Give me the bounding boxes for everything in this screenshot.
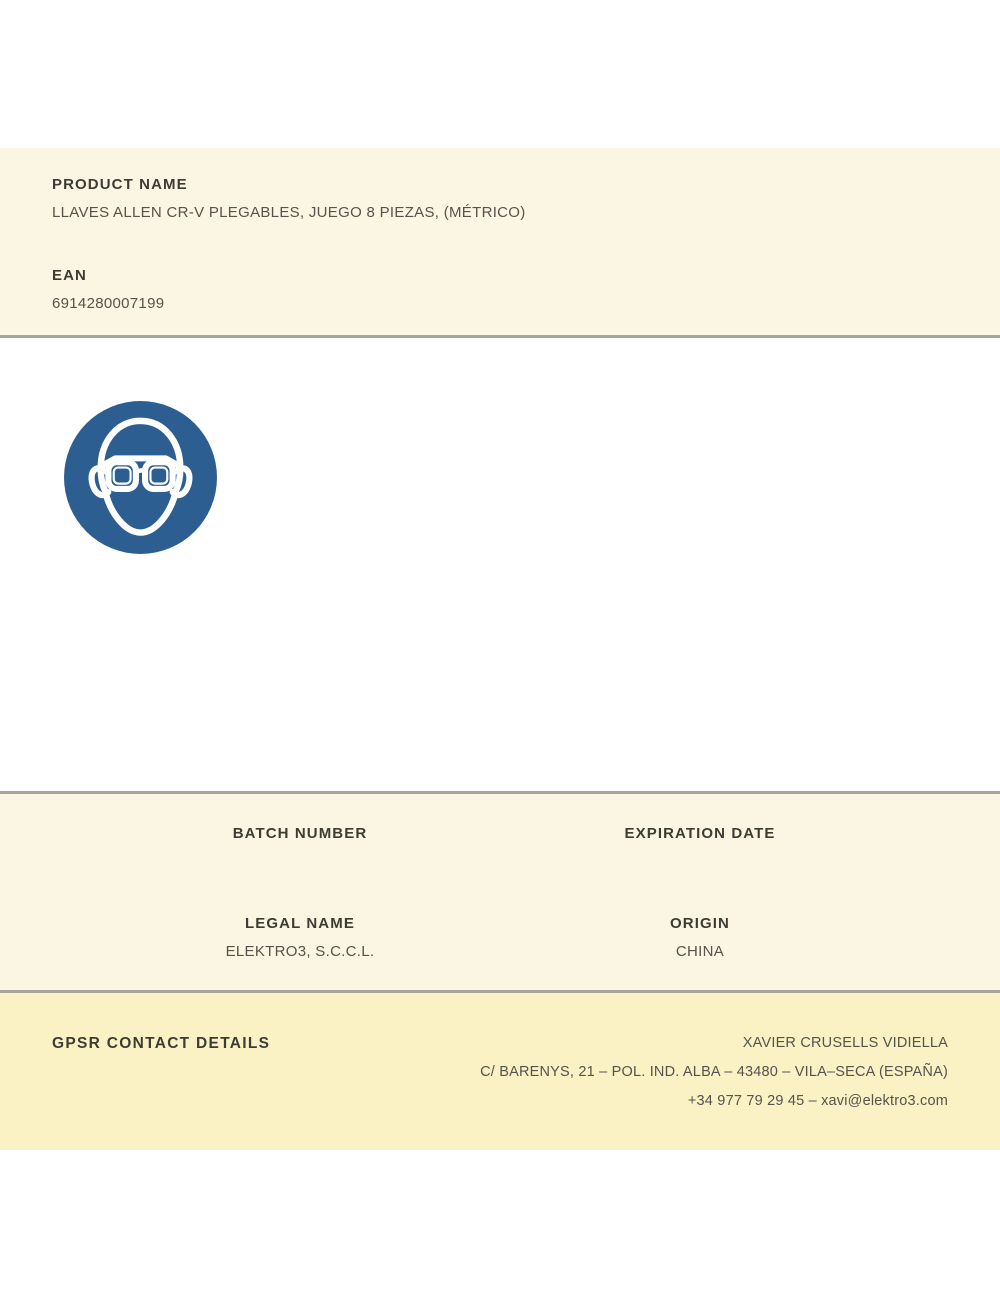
ean-value: 6914280007199 <box>52 295 165 312</box>
origin-label: ORIGIN <box>670 915 730 932</box>
batch-number-label: BATCH NUMBER <box>232 825 368 842</box>
product-info-section <box>0 148 1000 338</box>
batch-info-section <box>0 791 1000 993</box>
gpsr-contact-name: XAVIER CRUSELLS VIDIELLA <box>742 1035 948 1051</box>
legal-name-field <box>100 915 500 990</box>
gpsr-contact-phone-email: +34 977 79 29 45 – xavi@elektro3.com <box>687 1093 948 1109</box>
expiration-date-field <box>500 825 900 915</box>
gpsr-contact-section <box>0 993 1000 1150</box>
legal-name-value: ELEKTRO3, S.C.C.L. <box>225 943 375 960</box>
wear-eye-protection-icon <box>64 401 217 554</box>
origin-field <box>500 915 900 990</box>
product-name-label: PRODUCT NAME <box>52 176 188 193</box>
legal-name-label: LEGAL NAME <box>245 915 355 932</box>
expiration-date-label: EXPIRATION DATE <box>624 825 776 842</box>
gpsr-contact-label: GPSR CONTACT DETAILS <box>52 1035 271 1052</box>
gpsr-contact-address: C/ BARENYS, 21 – POL. IND. ALBA – 43480 – VILA–SECA (ESPAÑA) <box>480 1064 948 1080</box>
ean-label: EAN <box>52 267 87 284</box>
origin-value: CHINA <box>675 943 725 960</box>
gpsr-contact-details <box>480 1035 948 1122</box>
product-name-value: LLAVES ALLEN CR-V PLEGABLES, JUEGO 8 PIEZAS, (MÉTRICO) <box>52 204 526 221</box>
batch-number-field <box>100 825 500 915</box>
